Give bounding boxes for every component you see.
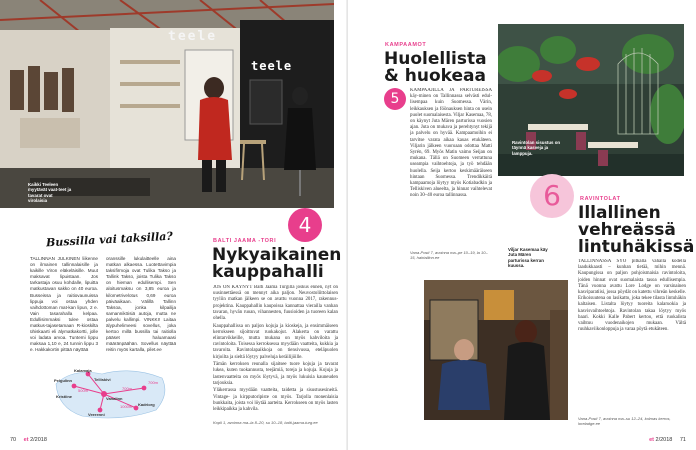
headline-6-line1: Illallinen (578, 203, 661, 223)
article-5-body (410, 88, 492, 248)
headline-line1: Nykyaikainen (212, 245, 342, 265)
kicker-kampaamot: KAMPAAMOT (385, 42, 427, 48)
map-label: 700m (148, 380, 159, 385)
map-label: Kalamaja (74, 368, 92, 373)
kicker-ravintolat: RAVINTOLAT (580, 196, 621, 202)
restaurant-caption: Ravintolan sisustus on täynnä kasveja ja lamppuja. (512, 140, 561, 156)
shop-photo-illustration (0, 0, 334, 208)
folio-magazine-right: et (649, 437, 654, 443)
map-label: 700m (122, 386, 133, 391)
map-label: 500m (78, 388, 89, 393)
folio-page-number: 70 (10, 437, 17, 443)
folio-left (10, 437, 47, 443)
map-label: Kristiine (56, 394, 73, 399)
article-4-p1: JOS ON KÄYNYT Balti Jaama Turgilla joskus ennen, nyt on uusinnettäessä on mennyt aika paljon. Neuvostoliittolaisen tyyliin matkan jälkeen se on avattu vuonna 2017, rakennus-projektina. Kauppahallin kaupoissa kannattaa vierailla vanhan tavaran, hyvän ruoan, vihannesten, fuusioiden ja tuoreen kalan ohella. (213, 285, 338, 322)
article-4-body (213, 285, 338, 419)
tallinn-map-graphic (52, 364, 172, 422)
folio-issue-right: 2/2018 (655, 437, 673, 443)
bus-text-col2 (106, 256, 176, 368)
tallinn-map (52, 364, 172, 422)
bus-title: Bussilla vai taksilla? (45, 229, 174, 250)
article-6-body (578, 259, 686, 414)
map-label: Vanalinn (106, 396, 123, 401)
map-label: 1000m (120, 404, 133, 409)
article-4-p2: Kauppahallissa on paljon kojuja ja kioskeja, ja ensimmäiseen kerrokseen sijoittuvat ruokakojut. Alakerta on varattu elintarvikkeille, mutta mukana on myös kahviloita ja ravintoloita. Toisessa kerroksessa myydään vaatteita, kukkia ja tavaroita. Ravintolapaikkoja on tiensivussa, eteläpuolen kirjoilta ja sieltä löytyy palveluja keräilijöille. (213, 323, 338, 360)
folio-page-number-right: 71 (679, 437, 686, 443)
folio-issue: 2/2018 (30, 437, 47, 443)
barber-caption: Viljar Kasemaa käy Juta Mären parturissa kerran kuussa. (508, 247, 548, 268)
shop-sign-top: teele (168, 29, 218, 44)
map-label: Telliskivi (94, 377, 111, 382)
shop-sign-wall: teele (251, 59, 293, 73)
headline-5-line2: & huokeaa (384, 66, 486, 86)
section-number-6: 6 (530, 174, 574, 218)
headline-line2: kauppahalli (212, 262, 324, 282)
article-5-info: Vana-Posti 7, avoinna ma–pe 10–19, la 10–15, hairtallinn.ee (410, 250, 488, 260)
bus-text-col2-p: oranssille lukulaitteelle aina matkan alkaessa. Luotettavimpia taksifirmoja ovat Tulika Takso ja Tallink Takso, joista Tulika Takso on hieman edullisempi. Sen aloitusmaksu on 3,85 euroa ja kilometrivelotus 0,69 euroa päiväaikaan. Välillä Tallinn Taksoa, jonka kilpailija samanniköisiä autoja, mutta ne palvelu kallimpi. VINKKI! Laitaa älypuhelimeesi sovellus, joka kertoo millä bussilla tai raitiolla pääset haluamaasi määränpäähän. Sovellus näyttää reitin myös kartalla, pilet.ee (106, 256, 176, 353)
headline-5-line1: Huolellista (384, 49, 487, 69)
photo-caption: Kaikki Teeleen myytävät vaat-teet ja tavarat ovat virolaisia (28, 182, 72, 203)
section-number-5: 5 (384, 88, 406, 110)
article-5-p: KAMPAAJILLA JA PARTUREISSA käy-minen on Tallinnassa selvästi edul-lisempaa kuin Suomessa. Värin, leikkauksen ja föönauksen hinta on usein puolet suomalaisesta. Viljar Kasemaa, 78, on käynyt Juta Mären parturissa vuosien ajan. Juta on mukava ja perehtynyt tekijä ja palvelu on hyvää. Kampaamoihin ei tarvitse varata aikaa kauas etukäteen. Viljarin jälkeen vuoroaan odottaa Matti Syrén, 69. Myös Matin vaimo Seijan on mukana. Tällä on Suomeen verrattuna useampia vaihtoehtoja, ja työ tehdään huolella. Seija kertoo keskimääräiseen hintaan Suomessa. Trendikkäitä kampaamoja löytyy myös Kotiabadkin ja Telliskiven alueelta, ja hinnat vaihtelevat noin 30–40 euroa tallinnassa. (410, 88, 492, 199)
right-page (348, 0, 696, 450)
article-4-p3: Tämän kerroksen reunalla sijaitsee tuore kojuja ja tavarat lukea, kuten tuokannusta, teejämiä, toreja ja kojuja. Kojuja ja lastenvaatteita on myös löytyvä, ja myös lukuisia kauneuden tarjouksia. (213, 362, 338, 386)
folio-right (649, 437, 686, 443)
restaurant-photo (498, 24, 684, 176)
article-6-p: TALLINNASSA SYÖ pitkällä vahalla kodella laadukkaasti – kunhan tietää, mihin mennä. Kaupungissa on paljon pohjoismaisia ravintoloita, joiden hinnat ovat suomalaista tasoa edullisempia. Tänä vuonna avattu Lore Lodge on varsinainen kasviparatiisi, jossa pöydät on katettu vihreän keskelle. Erikoisuutena on lasikatto, joka tekee tilasta lintuhäkin kaltaisen. Listalta löytyy tuoreita kalaruokia ja kasvisvaihtoehtoja. Ravintolan takaa löytyy myös baari. Kokki Kalle Pabert kertoo, että ruokalista vaihtuu vuodenaikojen mukaan. Vältä ruuhkaviikonloppuja ja varaa pöytä etukäteen. (578, 259, 686, 333)
map-label: Pelgulinn (54, 378, 72, 383)
bus-text-col1 (30, 256, 98, 380)
barber-photo (424, 280, 568, 420)
article-4-info: Kopli 1, avoinna ma–la 8–20, su 10–18, balti-jaama-turg.ee (213, 420, 318, 425)
shop-photo (0, 0, 334, 208)
map-label: Kadriorg (138, 402, 155, 407)
bus-text-col1-p: TALLINNAN JULKINEN liikenne on ilmainen tallinnalaisille ja kaikille Viron eläkeläisille. Muut maksavat lipuistaan. Jos tarkastaja osuu kohdalle, lipuitta matkustavan sakko on 40 euroa. Busseissa ja raitiovaunuissa lippuja voi ostaa yhden vaihdottoman mat-kan lipun, 2 e. Vain tasarahalla kelpaa. Edullisimmaksi tulee ostaa matkus-tajasetamaan R-kioskilta ühiskaarti eli älymatkakortti, jolle voi ladata arvoa. Tuntemi lippu maksaa 1,10 e, 24 tunnin lippu 3 e. Hakkakortin pittää näyttää (30, 256, 98, 353)
folio-magazine: et (23, 437, 29, 443)
headline-6-line2: vehreässä (578, 220, 676, 240)
barber-illustration (424, 280, 568, 420)
section-number-4: 4 (288, 208, 322, 242)
article-4-p4: Yläkerrassa myydään vaatteita, taidetta ja sisustusesineitä. Vintage- ja kirpputoripiste on myös. Tarjolla monenlaisia bunkkaita, joista voi löytää aarteita. Kerrokseen on myös lasten leikkipaikka ja kahvila. (213, 388, 338, 413)
map-label: Veerenni (88, 412, 105, 417)
headline-6-line3: lintuhäkissä (578, 237, 695, 257)
article-6-info: Vana-Posti 7, avoinna ma–su 12–24, kolmas kerros, loreladge.ee (578, 416, 671, 426)
kicker-balti-jaama: BALTI JAAMA -TORI (213, 238, 277, 244)
